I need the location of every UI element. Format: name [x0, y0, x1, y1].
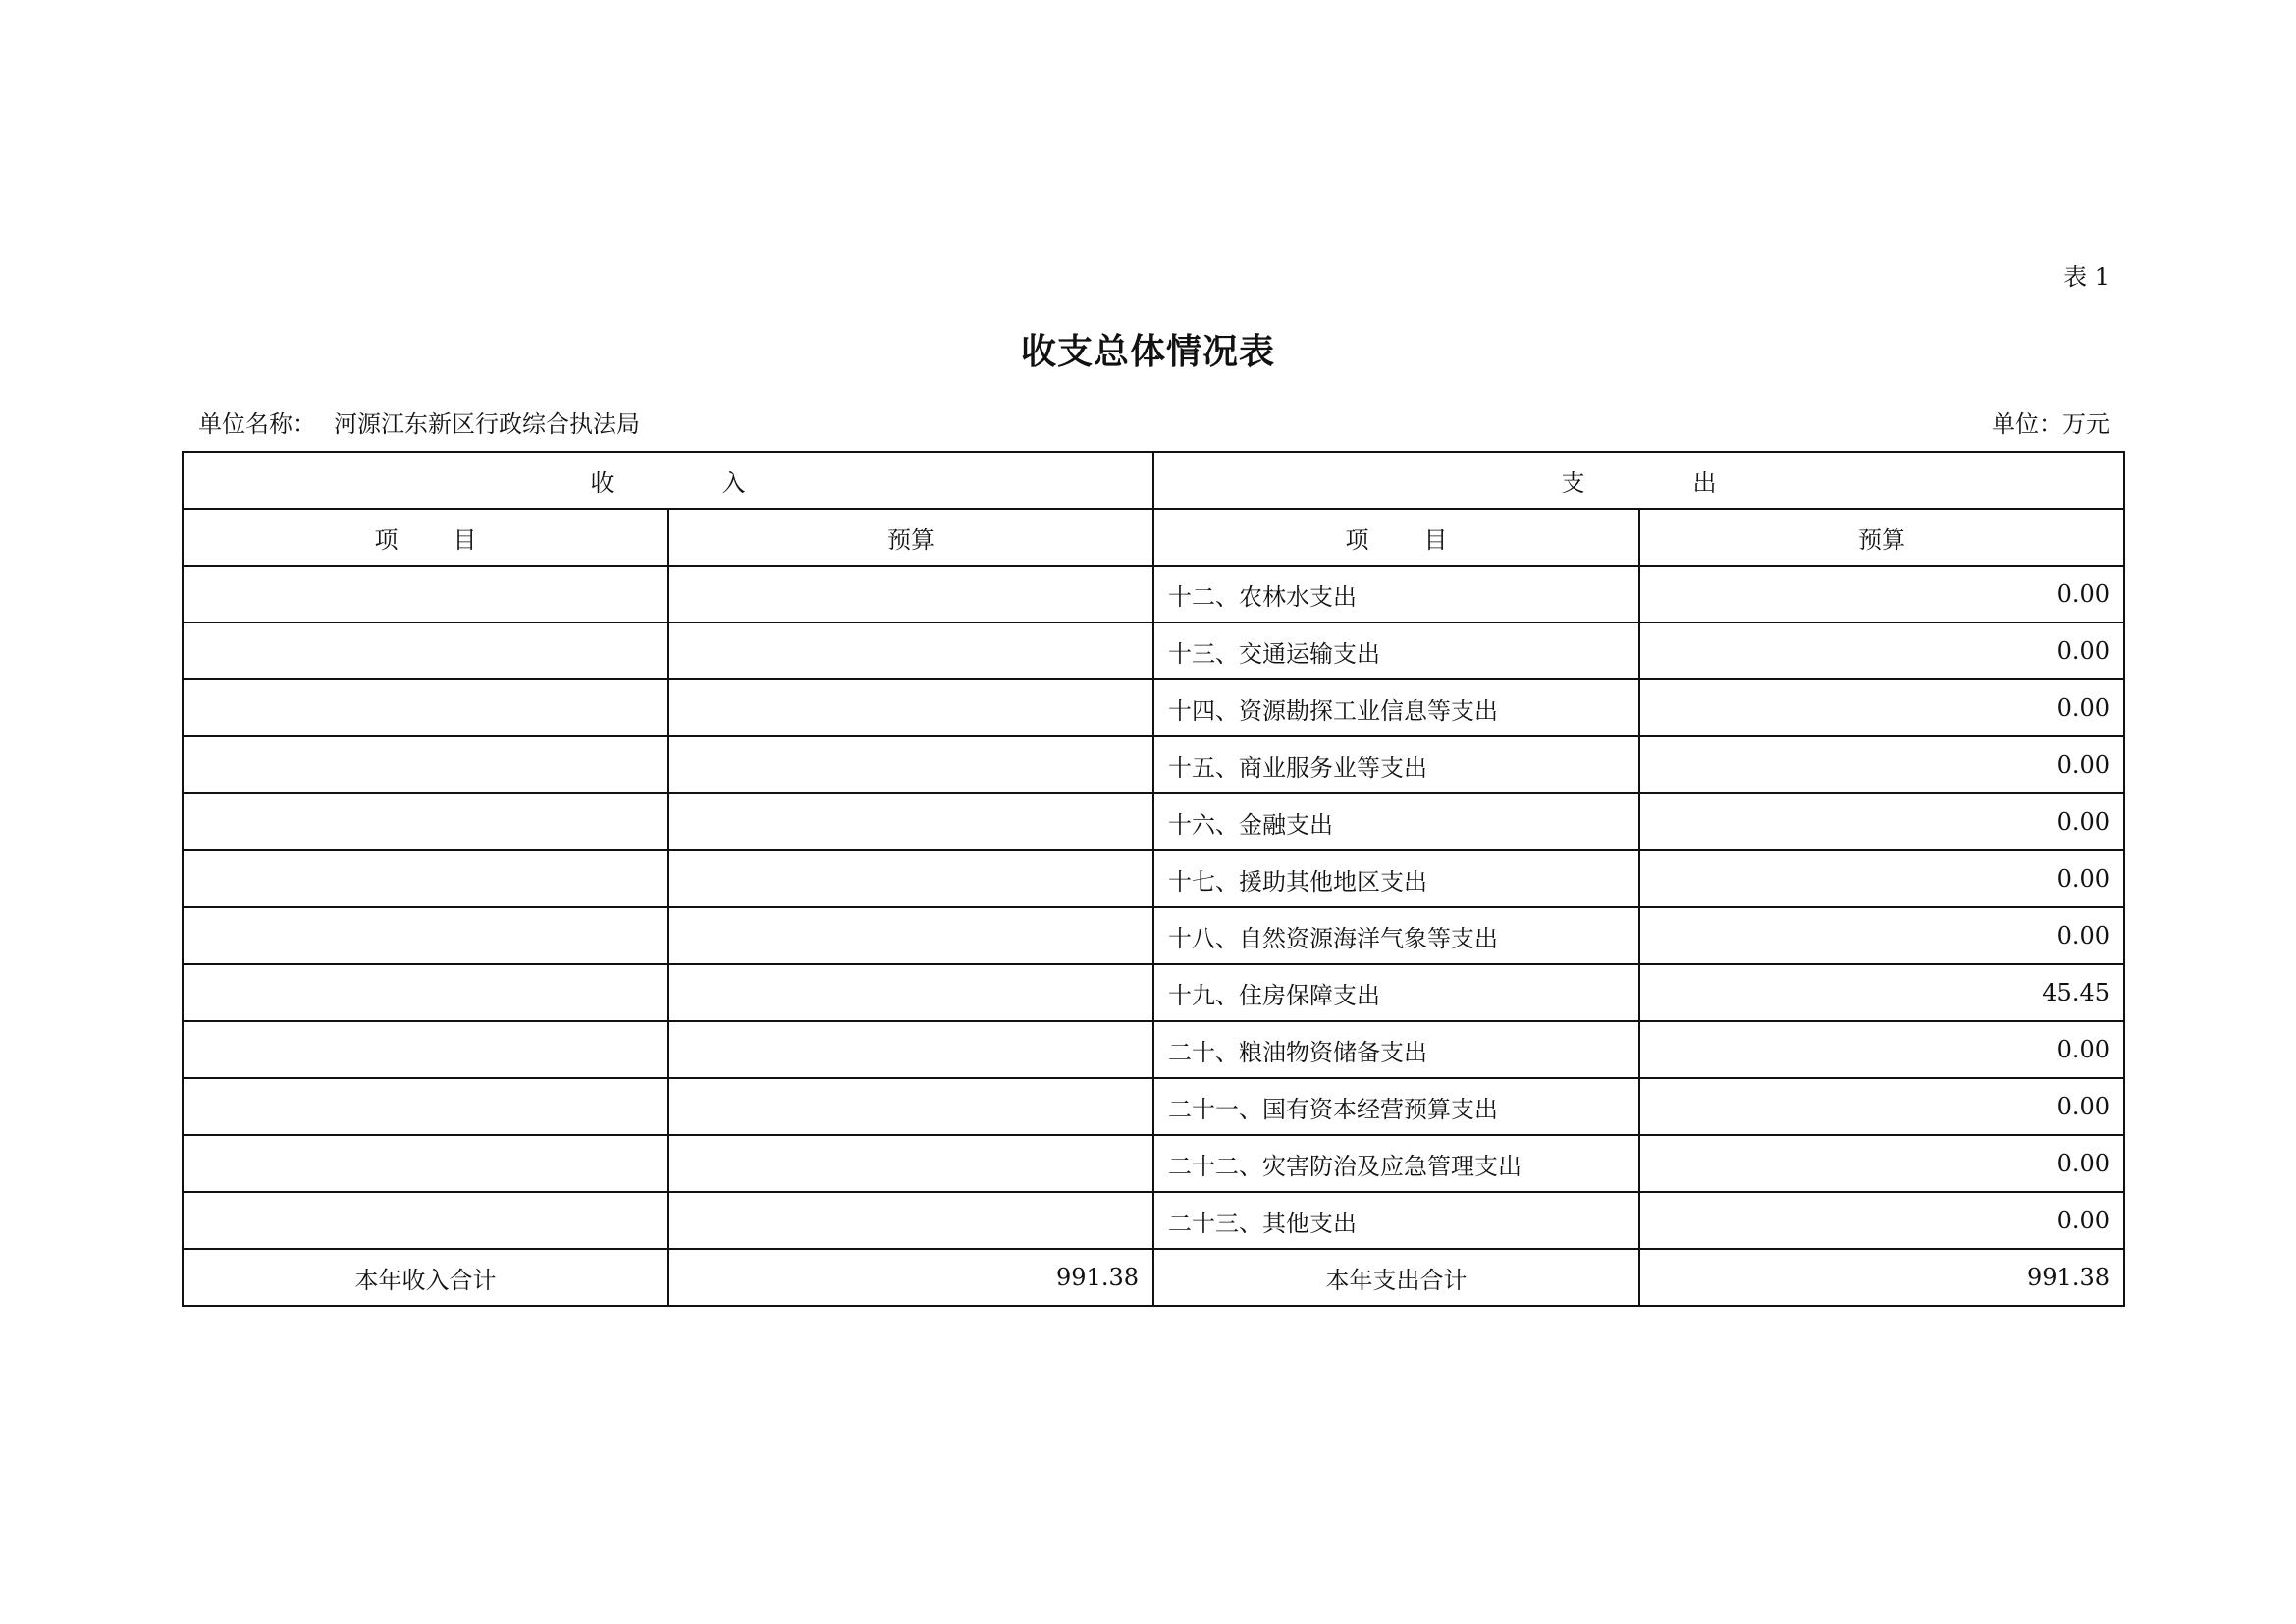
income-budget-cell — [668, 566, 1153, 623]
income-budget-cell — [668, 793, 1153, 850]
expense-item-cell: 十七、援助其他地区支出 — [1153, 850, 1639, 907]
expense-total-label: 本年支出合计 — [1153, 1249, 1639, 1306]
expense-budget-cell: 0.00 — [1639, 1135, 2124, 1192]
income-item-cell — [183, 679, 668, 736]
income-item-cell — [183, 907, 668, 964]
expense-header: 支出 — [1153, 452, 2124, 509]
total-row — [183, 1249, 2124, 1306]
unit-name-label: 单位名称： — [198, 410, 316, 438]
table-row — [183, 1021, 2124, 1078]
expense-item-cell: 十六、金融支出 — [1153, 793, 1639, 850]
expense-item-cell: 十三、交通运输支出 — [1153, 623, 1639, 679]
expense-item-cell: 十八、自然资源海洋气象等支出 — [1153, 907, 1639, 964]
table-row — [183, 679, 2124, 736]
expense-budget-cell: 0.00 — [1639, 1078, 2124, 1135]
income-budget-cell — [668, 1021, 1153, 1078]
unit-name-line — [198, 405, 640, 439]
expense-total-value: 991.38 — [1639, 1249, 2124, 1306]
budget-summary-table — [182, 451, 2125, 1307]
income-budget-cell — [668, 964, 1153, 1021]
income-budget-cell — [668, 679, 1153, 736]
income-budget-cell — [668, 1192, 1153, 1249]
income-total-value: 991.38 — [668, 1249, 1153, 1306]
expense-budget-cell: 0.00 — [1639, 907, 2124, 964]
income-budget-cell — [668, 850, 1153, 907]
expense-budget-cell: 0.00 — [1639, 793, 2124, 850]
expense-item-cell: 二十三、其他支出 — [1153, 1192, 1639, 1249]
table-header-row-group — [183, 452, 2124, 509]
table-row — [183, 1192, 2124, 1249]
expense-budget-cell: 0.00 — [1639, 1021, 2124, 1078]
expense-budget-header: 预算 — [1639, 509, 2124, 566]
income-total-label: 本年收入合计 — [183, 1249, 668, 1306]
table-row — [183, 907, 2124, 964]
table-row — [183, 623, 2124, 679]
table-row — [183, 850, 2124, 907]
table-row — [183, 1078, 2124, 1135]
income-item-cell — [183, 736, 668, 793]
expense-budget-cell: 0.00 — [1639, 566, 2124, 623]
income-item-cell — [183, 1021, 668, 1078]
expense-budget-cell: 0.00 — [1639, 850, 2124, 907]
expense-item-cell: 二十二、灾害防治及应急管理支出 — [1153, 1135, 1639, 1192]
income-item-cell — [183, 964, 668, 1021]
table-row — [183, 566, 2124, 623]
income-header: 收入 — [183, 452, 1153, 509]
income-budget-cell — [668, 1135, 1153, 1192]
expense-item-cell: 十九、住房保障支出 — [1153, 964, 1639, 1021]
income-item-header: 项目 — [183, 509, 668, 566]
table-header-row-columns — [183, 509, 2124, 566]
income-budget-cell — [668, 907, 1153, 964]
income-item-cell — [183, 1192, 668, 1249]
income-budget-cell — [668, 736, 1153, 793]
expense-item-header: 项目 — [1153, 509, 1639, 566]
table-row — [183, 793, 2124, 850]
unit-name-value: 河源江东新区行政综合执法局 — [334, 410, 640, 438]
currency-unit: 单位：万元 — [1992, 410, 2109, 438]
expense-budget-cell: 0.00 — [1639, 1192, 2124, 1249]
income-budget-header: 预算 — [668, 509, 1153, 566]
page-title: 收支总体情况表 — [1020, 332, 1275, 372]
income-item-cell — [183, 793, 668, 850]
income-item-cell — [183, 566, 668, 623]
expense-budget-cell: 0.00 — [1639, 736, 2124, 793]
table-row — [183, 736, 2124, 793]
expense-budget-cell: 45.45 — [1639, 964, 2124, 1021]
expense-item-cell: 十二、农林水支出 — [1153, 566, 1639, 623]
expense-budget-cell: 0.00 — [1639, 679, 2124, 736]
expense-item-cell: 十四、资源勘探工业信息等支出 — [1153, 679, 1639, 736]
table-number: 表 1 — [2063, 263, 2109, 291]
expense-item-cell: 十五、商业服务业等支出 — [1153, 736, 1639, 793]
income-item-cell — [183, 1135, 668, 1192]
income-item-cell — [183, 1078, 668, 1135]
expense-item-cell: 二十、粮油物资储备支出 — [1153, 1021, 1639, 1078]
table-row — [183, 964, 2124, 1021]
table-row — [183, 1135, 2124, 1192]
income-budget-cell — [668, 1078, 1153, 1135]
income-item-cell — [183, 623, 668, 679]
income-item-cell — [183, 850, 668, 907]
expense-item-cell: 二十一、国有资本经营预算支出 — [1153, 1078, 1639, 1135]
income-budget-cell — [668, 623, 1153, 679]
expense-budget-cell: 0.00 — [1639, 623, 2124, 679]
